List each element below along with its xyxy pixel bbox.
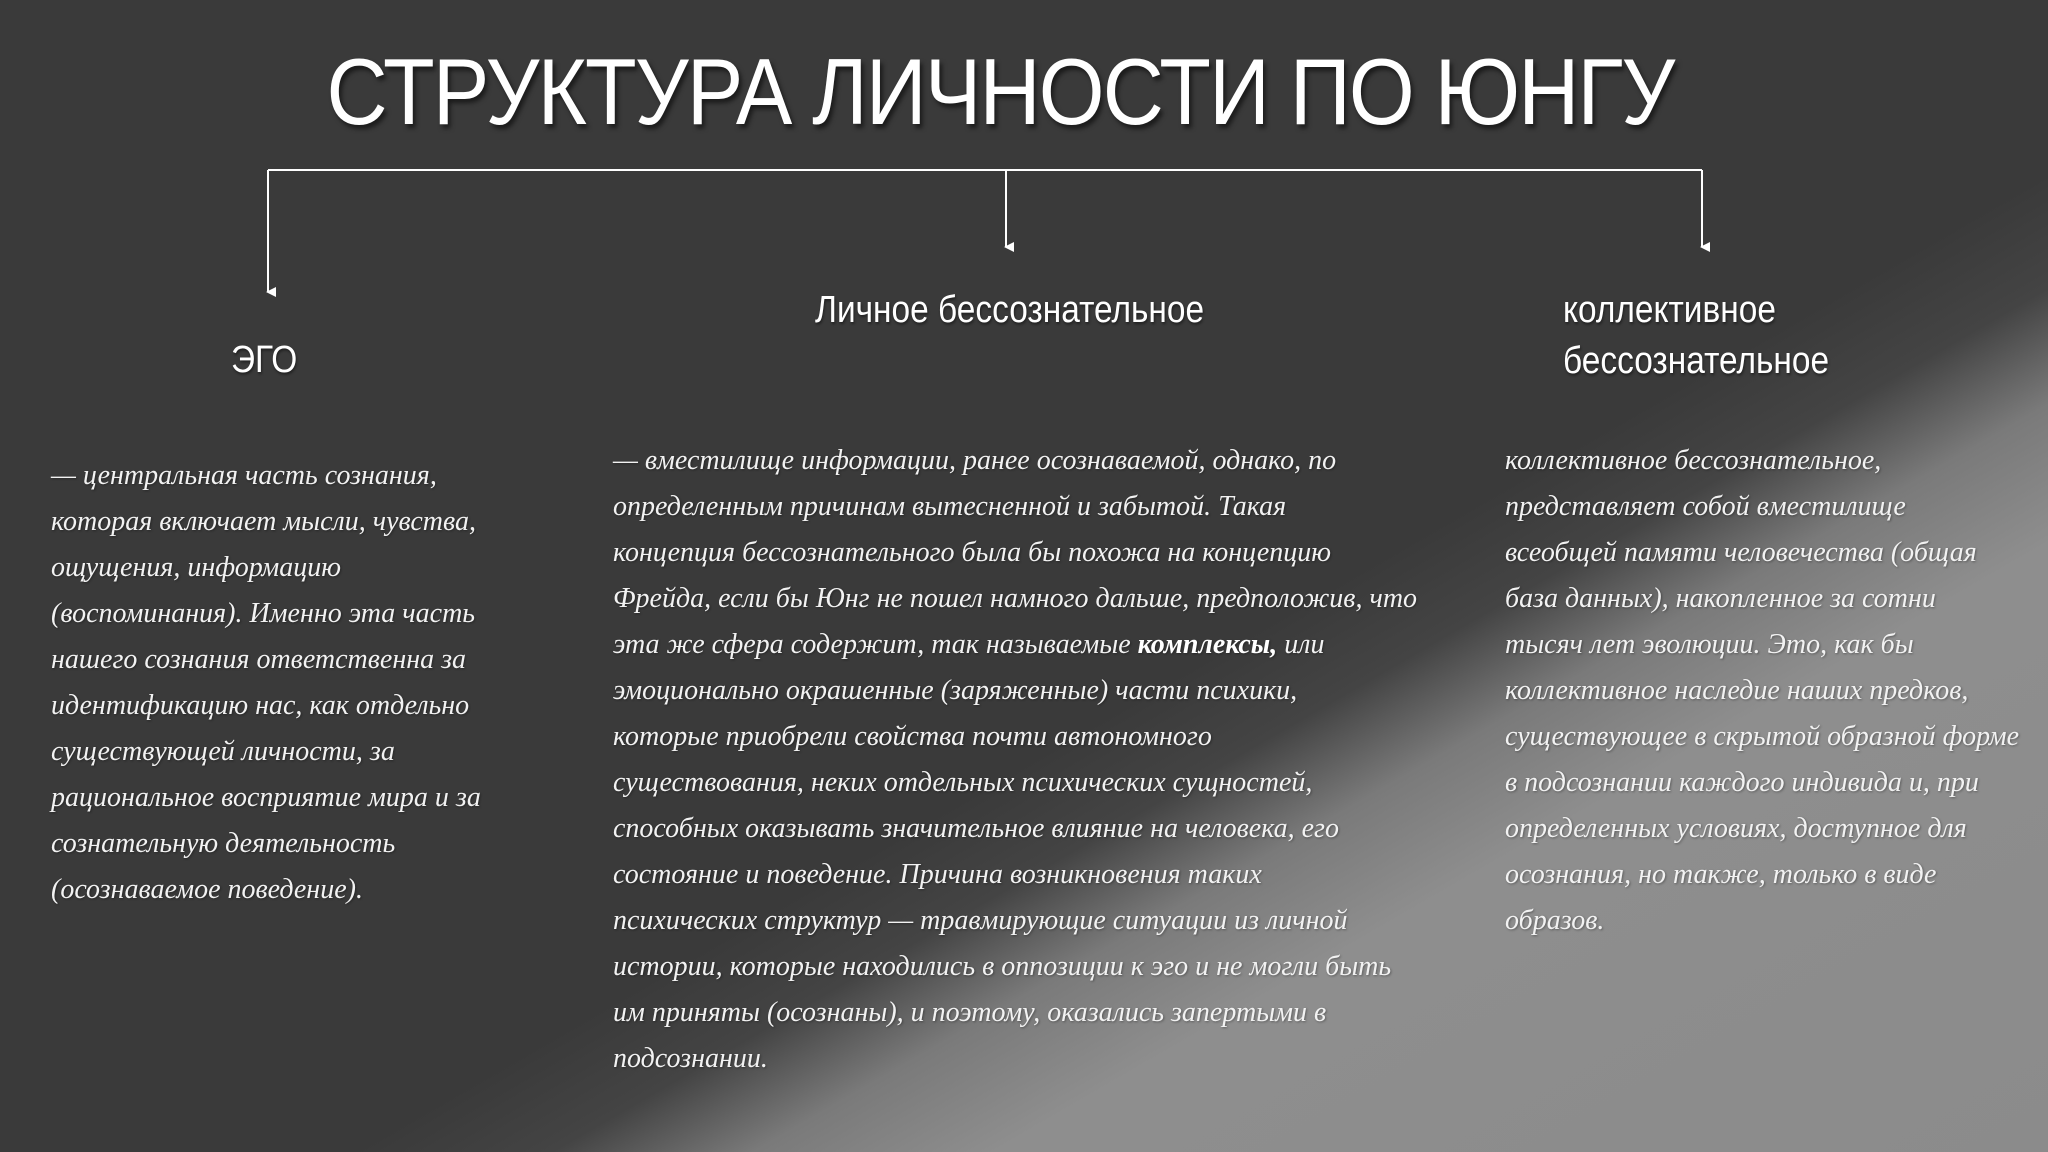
ego-text-line: которая включает мысли, чувства, — [51, 506, 476, 537]
personal-text-line: — вместилище информации, ранее осознаваемой, однако, по — [613, 445, 1337, 476]
personal-text-line — [613, 622, 1417, 668]
ego-text-line: (осознаваемое поведение). — [51, 874, 363, 905]
collective-text-line: определенных условиях, доступное для — [1505, 813, 1967, 844]
ego-text-line: рациональное восприятие мира и за — [51, 782, 481, 813]
collective-text-line: коллективное бессознательное, — [1505, 445, 1882, 476]
ego-heading-text: ЭГО — [231, 339, 298, 381]
personal-text-line: способных оказывать значительное влияние на человека, его — [613, 813, 1339, 844]
personal-text-line: им приняты (осознаны), и поэтому, оказались запертыми в — [613, 997, 1327, 1028]
collective-text-line: база данных), накопленное за сотни — [1505, 583, 1936, 614]
collective-text-line: в подсознании каждого индивида и, при — [1505, 767, 1979, 798]
ego-heading — [231, 335, 297, 386]
complexes-term: комплексы, — [1137, 629, 1278, 660]
personal-unconscious-heading-text: Личное бессознательное — [815, 289, 1205, 331]
collective-text-line: коллективное наследие наших предков, — [1505, 675, 1969, 706]
ego-text-line: идентификацию нас, как отдельно — [51, 690, 470, 721]
personal-text-line: подсознании. — [613, 1043, 768, 1074]
personal-unconscious-description — [613, 438, 1417, 1082]
collective-unconscious-heading — [1563, 285, 1829, 387]
collective-text-line: всеобщей памяти человечества (общая — [1505, 537, 1977, 568]
ego-text-line: нашего сознания ответственна за — [51, 644, 467, 675]
ego-text-line: ощущения, информацию — [51, 552, 341, 583]
personal-text-line: эмоционально окрашенные (заряженные) части психики, — [613, 675, 1298, 706]
collective-text-line: существующее в скрытой образной форме — [1505, 721, 2020, 752]
personal-text-line: Фрейда, если бы Юнг не пошел намного дальше, предположив, что — [613, 583, 1418, 614]
collective-unconscious-description — [1505, 438, 2019, 944]
personal-text-line: состояние и поведение. Причина возникновения таких — [613, 859, 1262, 890]
personal-text-line: истории, которые находились в оппозиции к эго и не могли быть — [613, 951, 1392, 982]
personal-text-fragment: эта же сфера содержит, так называемые — [613, 629, 1138, 660]
collective-text-line: образов. — [1505, 905, 1605, 936]
ego-text-line: — центральная часть сознания, — [51, 460, 437, 491]
collective-text-line: осознания, но также, только в виде — [1505, 859, 1937, 890]
ego-description — [51, 453, 481, 913]
personal-text-line: которые приобрели свойства почти автономного — [613, 721, 1212, 752]
collective-heading-line: бессознательное — [1563, 340, 1830, 382]
personal-text-line: концепция бессознательного была бы похожа на концепцию — [613, 537, 1331, 568]
personal-text-line: определенным причинам вытесненной и забытой. Такая — [613, 491, 1287, 522]
collective-text-line: представляет собой вместилище — [1505, 491, 1906, 522]
collective-heading-line: коллективное — [1563, 289, 1776, 331]
personal-text-line: психических структур — травмирующие ситуации из личной — [613, 905, 1348, 936]
slide-title: СТРУКТУРА ЛИЧНОСТИ ПО ЮНГУ — [326, 39, 1674, 144]
personal-unconscious-heading — [815, 285, 1204, 336]
personal-text-line: существования, неких отдельных психических сущностей, — [613, 767, 1313, 798]
ego-text-line: сознательную деятельность — [51, 828, 396, 859]
personal-text-fragment: или — [1277, 629, 1325, 660]
collective-text-line: тысяч лет эволюции. Это, как бы — [1505, 629, 1914, 660]
ego-text-line: (воспоминания). Именно эта часть — [51, 598, 476, 629]
ego-text-line: существующей личности, за — [51, 736, 395, 767]
